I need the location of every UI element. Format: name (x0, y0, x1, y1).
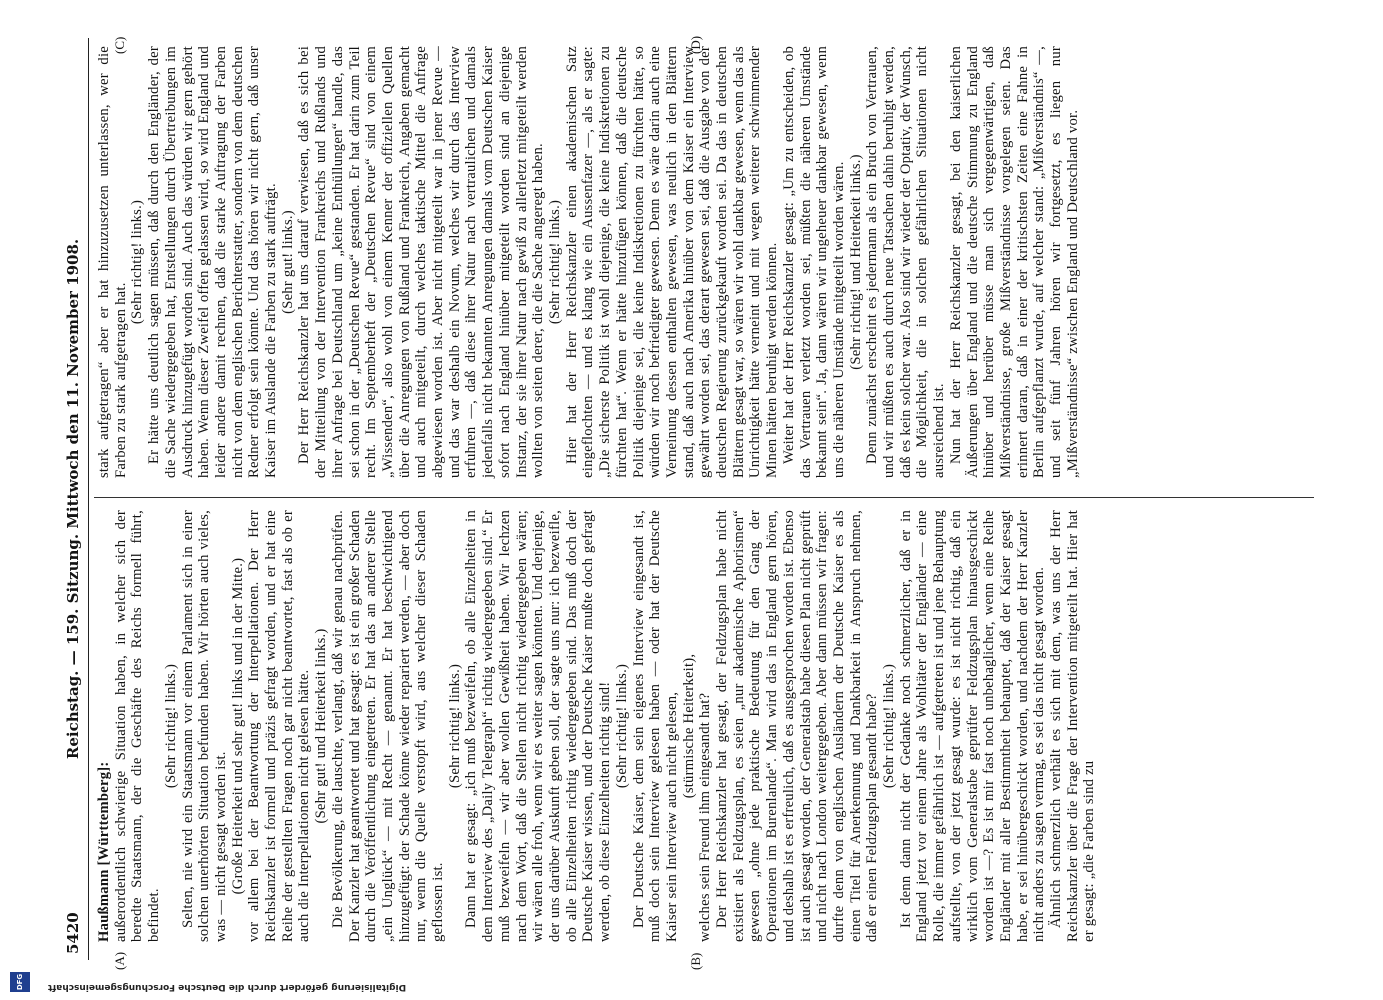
paragraph: vor allem bei der Beantwortung der Interpellationen. Der Herr Reichskanzler ist formell und präzis gefragt worden, und er hat eine Reihe der gestellten Fragen noch gar nicht beantwortet, fast als ob er auch die Interpellationen nicht gelesen hätte. (246, 510, 313, 942)
paragraph: Ähnlich schmerzlich verhält es sich mit dem, was uns der Herr Reichskanzler über die Frage der Intervention mitgeteilt hat. Hier hat er gesagt: „die Farben sind zu (1048, 510, 1098, 942)
paragraph: welches sein Freund ihm eingesandt hat? (697, 692, 714, 942)
margin-marker-c: (C) (112, 36, 127, 54)
paragraph: Der Deutsche Kaiser, dem sein eigenes Interview eingesandt ist, muß doch sein Interview gelesen haben — oder hat der Deutsche Kaiser sein Interview auch nicht gelesen, (630, 510, 680, 942)
column-divider (94, 497, 1314, 498)
interjection: (Sehr richtig! links.) (129, 199, 146, 325)
paragraph: Nun hat der Herr Reichskanzler gesagt, bei den kaiserlichen Äußerungen über England und die deutsche Stimmung zu England hinüber und herüber müsse man sich vergegenwärtigen, daß Mißverständnisse, große Mißverständnisse vorgelegen seien. Das erinnert daran, daß in einer der kritischsten Zeiten eine Fahne in Berlin aufgepflanzt wurde, auf welcher stand: „Mißverständnis“ —, und seit fünf Jahren hören wir fortgesetzt, es liegen nur „Mißverständnisse“ zwischen England und Deutschland vor. (947, 46, 1081, 478)
paragraph: Der Herr Reichskanzler hat gesagt, der Feldzugsplan habe nicht existiert als Feldzugsplan, es seien „nur akademische Aphorismen“ gewesen „ohne jede praktische Bedeutung für den Gang der Operationen im Burenlande“. Man wird das in England gern hören, und deshalb ist es erfreulich, daß es ausgesprochen worden ist. Ebenso ist auch gesagt worden, der Generalstab habe diesen Plan nicht geprüft und nicht nach London weitergegeben. Aber dann müssen wir fragen: durfte denn von englischen Ausländern der Deutsche Kaiser es als einen Titel für Anerkennung und Dankbarkeit in Anspruch nehmen, daß er einen Feldzugsplan gesandt habe? (714, 510, 881, 942)
digitization-sidebar (8, 968, 1368, 992)
paragraph: Selten, nie wird ein Staatsmann vor einem Parlament sich in einer solchen unerhörten Situation befunden haben. Wir hörten auch vieles, was — nicht gesagt worden ist. (179, 510, 229, 942)
interjection: (Sehr richtig! und Heiterkeit links.) (847, 154, 864, 370)
interjection: (Sehr richtig! links.) (446, 663, 463, 789)
interjection: (Sehr richtig! links.) (881, 663, 898, 789)
paragraph: Der Herr Reichskanzler hat uns darauf verwiesen, daß es sich bei der Mitteilung von der Intervention Frankreichs und Rußlands und ihrer Anfrage bei Deutschland um „keine Enthüllungen“ handle, das sei schon in der „Deutschen Revue“ gestanden. Er hat darin zum Teil recht. Im Septemberheft der „Deutschen Revue“ sind von einem „Wissenden“, also wohl von einem Kenner der offiziellen Quellen über die Anregungen von Rußland und Frankreich, Angaben gemacht und auch mitgeteilt, durch welches taktische Mittel die Anfrage abgewiesen worden ist. Aber nicht mitgeteilt war in jener Revue — und das war deshalb ein Novum, welches wir durch das Interview erfuhren —, daß diese ihrer Natur nach vertraulichen und damals jedenfalls nicht bekannten Anregungen damals vom Deutschen Kaiser sofort nach England hinüber mitgeteilt worden sind an diejenige Instanz, der sie ihrer Natur nach gewiß zu allerletzt mitgeteilt werden wollten von seiten derer, die die Sache angeregt haben. (296, 46, 547, 478)
left-column (96, 510, 1098, 942)
margin-marker-d: (D) (688, 35, 703, 54)
paragraph: Hier hat der Herr Reichskanzler einen akademischen Satz eingeflochten — und es klang wie ein Aussenfazer —, als er sagte: „Die sicherste Politik ist wohl diejenige, die keine Indiskretionen zu fürchten hat“. Wenn er hätte hinzufügen können, daß die deutsche Politik diejenige sei, die keine Indiskretionen zu fürchten hätte, so würden wir noch befriedigter gewesen. Denn es wäre darin auch eine Verneinung dessen enthalten gewesen, was neulich in den Blättern stand, daß auch nach Amerika hinüber von dem Kaiser ein Interview gewährt worden sei, das derart gewesen sei, daß die Ausgabe von der deutschen Regierung zurückgekauft worden sei. Da das in deutschen Blättern gesagt war, so wären wir wohl dankbar gewesen, wenn das als Unrichtigkeit hätte verneint und mit wegen weiterer schwimmender Minen hätten beruhigt werden können. (563, 46, 781, 478)
dfg-logo-icon: DFG (10, 972, 30, 992)
interjection: (Große Heiterkeit und sehr gut! links und in der Mitte.) (229, 557, 246, 895)
right-column (96, 46, 1081, 478)
interjection: (Sehr gut! und Heiterkeit links.) (313, 628, 330, 824)
paragraph: Ist denn dann nicht der Gedanke noch schmerzlicher, daß er in England jetzt vor einem Jahre als Wohltäter der Engländer — eine Rolle, die immer gefährlich ist — aufgetreten ist und jene Behauptung aufstellte, von der jetzt gesagt wurde: es ist nicht richtig, daß ein wirklich vom Generalstabe geprüfter Feldzugsplan hinausgeschickt worden ist —? Es ist mir fast noch unbehaglicher, wenn eine Reihe Engländer mit aller Bestimmtheit behauptet, daß der Kaiser gesagt habe, er sei hinübergeschickt worden, und nachdem der Herr Kanzler nicht anders zu sagen vermag, es sei das nicht gesagt worden. (897, 510, 1048, 942)
running-title: Reichstag. — 159. Sitzung. Mittwoch den 11. November 1908. (64, 238, 82, 760)
paragraph: Dann hat er gesagt: „ich muß bezweifeln, ob alle Einzelheiten in dem Interview des „Daily Telegraph“ richtig wiedergegeben sind.“ Er muß bezweifeln — wir aber wollen Gewißheit haben. Wir lechzen nach dem Wort, daß die Stellen nicht richtig wiedergegeben wären; wir wären alle froh, wenn wir es weiter sagen könnten. Und derjenige, der uns darüber Auskunft geben soll, der sagte uns nur: ich bezweifle, ob alle Einzelheiten richtig wiedergegeben sind. Das muß doch der Deutsche Kaiser wissen, und der Deutsche Kaiser mußte doch gefragt werden, ob diese Einzelheiten richtig sind! (463, 510, 614, 942)
paragraph: Weiter hat der Herr Reichskanzler gesagt: „Um zu entscheiden, ob das Vertrauen verletzt worden sei, müßten die näheren Umstände bekannt sein“. Ja, dann wären wir ungeheuer dankbar gewesen, wenn uns die näheren Umstände mitgeteilt worden wären. (780, 46, 847, 478)
digitization-credit: Digitalisierung gefördert durch die Deutsche Forschungsgemeinschaft (48, 982, 407, 992)
interjection: (Sehr gut! links.) (279, 210, 296, 314)
interjection: (stürmische Heiterkeit), (680, 653, 697, 799)
interjection: (Sehr richtig! links.) (546, 199, 563, 325)
interjection: (Sehr richtig! links.) (613, 663, 630, 789)
margin-marker-b: (B) (688, 952, 703, 970)
interjection: (Sehr richtig! links.) (162, 663, 179, 789)
running-header (62, 38, 89, 960)
paragraph: Die Bevölkerung, die lauschte, verlangt, daß wir genau nachprüfen. Der Kanzler hat geantwortet und hat gesagt: es ist ein großer Schaden durch die Veröffentlichung eingetreten. Er hat das an anderer Stelle „ein Unglück“ — mit Recht — genannt. Er hat beschwichtigend hinzugefügt: der Schade könne wieder repariert werden, — aber doch nur, wenn die Quelle verstopft wird, aus welcher dieser Schaden geflossen ist. (329, 510, 447, 942)
paragraph: stark aufgetragen“ aber er hat hinzuzusetzen unterlassen, wer die Farben zu stark aufgetragen hat. (96, 46, 129, 478)
paragraph: außerordentlich schwierige Situation haben, in welcher sich der beredte Staatsmann, der die Geschäfte des Reichs formell führt, befindet. (112, 510, 163, 942)
paragraph: Er hätte uns deutlich sagen müssen, daß durch den Engländer, der die Sache wiedergegeben hat, Entstellungen durch Übertreibungen im Ausdruck hinzugefügt worden sind. Auch das würden wir gern gehört haben. Wenn dieser Zweifel offen gelassen wird, so wird England und leider andere damit rechnen, daß die starke Auftragung der Farben nicht von dem englischen Berichterstatter, sondern von dem deutschen Redner erfolgt sein könnte. Und das hören wir nicht gern, daß unser Kaiser im Auslande die Farben zu stark aufträgt. (146, 46, 280, 478)
speaker-label: Haußmann [Württemberg]: (96, 761, 112, 942)
page-number: 5420 (64, 912, 82, 954)
margin-marker-a: (A) (112, 951, 127, 970)
paragraph: Denn zunächst erscheint es jedermann als ein Bruch von Vertrauen, und wir müßten es auch durch neue Tatsachen dahin beruhigt werden, daß es kein solcher war. Also sind wir wieder der Optativ, der Wunsch, die Möglichkeit, die in solchen gefährlichen Situationen nicht ausreichend ist. (864, 46, 948, 478)
